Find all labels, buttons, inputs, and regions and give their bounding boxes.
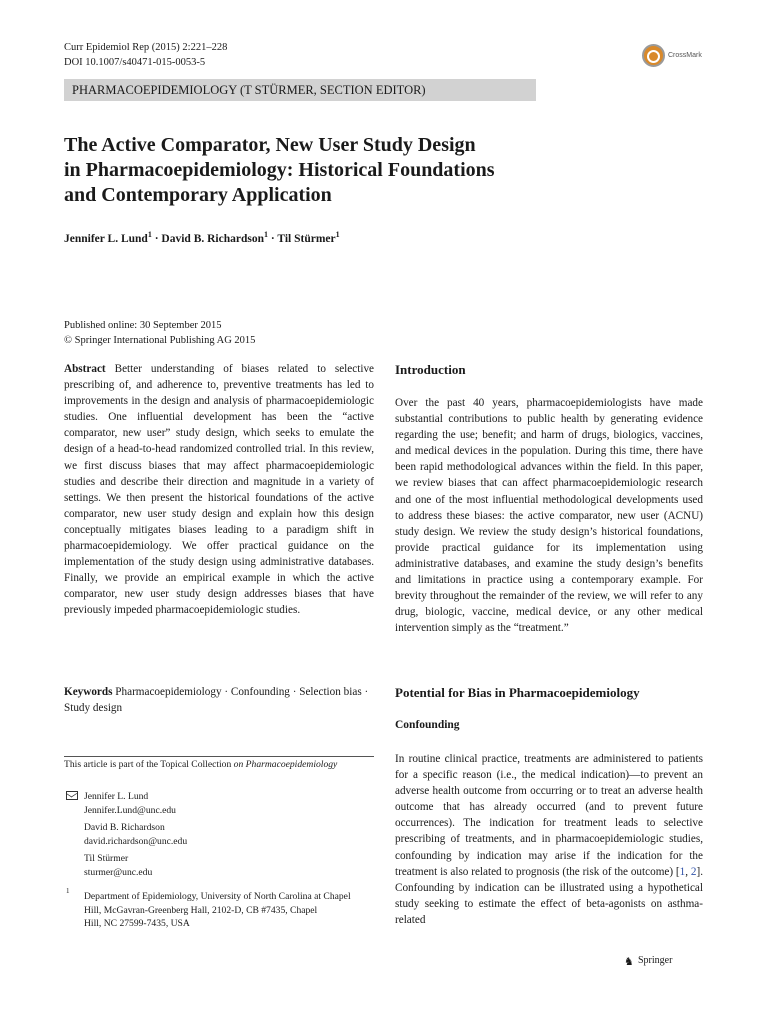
- keywords: [64, 684, 374, 716]
- journal-citation: Curr Epidemiol Rep (2015) 2:221–228: [64, 42, 228, 53]
- doi[interactable]: DOI 10.1007/s40471-015-0053-5: [64, 57, 206, 68]
- title-line-2: in Pharmacoepidemiology: Historical Foundations: [64, 159, 495, 181]
- title-line-1: The Active Comparator, New User Study Design: [64, 134, 476, 156]
- reference-link[interactable]: 1: [679, 865, 686, 878]
- topical-collection-link[interactable]: on Pharmacoepidemiology: [233, 759, 338, 770]
- confounding-text: [395, 751, 703, 928]
- footnote-divider: [64, 756, 374, 757]
- contact-email[interactable]: Jennifer.Lund@unc.edu: [84, 804, 176, 816]
- confounding-text-body: In routine clinical practice, treatments are administered to patients for a specific reason (i.e., the medical indication)—to prevent an adverse health outcome from occurring or to treat an adverse health outcome that has already occurred (and to prevent future occurrences). The indication for treatment leads to selective prescribing of treatments, and in pharmacoepidemiologic studies, confounding by indication may arise if the indication for the treatment is also related to prognosis (the risk of the outcome) [: [395, 753, 703, 878]
- correspondence-block: [84, 790, 187, 879]
- topical-collection-note: [64, 759, 337, 770]
- author-name[interactable]: David B. Richardson: [161, 232, 264, 245]
- published-date: Published online: 30 September 2015: [64, 320, 222, 331]
- publication-info: [64, 318, 255, 348]
- affiliation-marker: 1: [263, 230, 268, 239]
- contact-name: Jennifer L. Lund: [84, 791, 149, 802]
- affiliation-number: 1: [66, 887, 70, 895]
- abstract-text: Better understanding of biases related to selective prescribing of, and adherence to, preventive treatments has led to improvements in the design and analysis of pharmacoepidemiologic studies. One influential development has been the “active comparator, new user” study design, which seeks to emulate the design of a head-to-head randomized controlled trial. In this review, we first discuss biases that may affect pharmacoepidemiologic studies and describe their direction and magnitude in a variety of settings. We then present the historical foundations of the active comparator, new user study design and explain how this design conceptually mitigates biases leading to a paradigm shift in pharmacoepidemiology. We offer practical guidance on the implementation of the study design using administrative databases. Finally, we provide an empirical example in which the active comparator, new user study design addresses biases that have previously impeded pharmacoepidemiologic studies.: [64, 363, 375, 617]
- abstract-label: Abstract: [64, 363, 106, 375]
- author-list: [64, 230, 340, 245]
- keywords-text: Pharmacoepidemiology · Confounding · Selection bias · Study design: [64, 686, 369, 715]
- confounding-subheading: Confounding: [395, 719, 460, 731]
- bias-heading: Potential for Bias in Pharmacoepidemiology: [395, 685, 640, 700]
- affiliation: [84, 890, 384, 931]
- topical-prefix: This article is part of the Topical Collection: [64, 759, 234, 770]
- contact-email[interactable]: sturmer@unc.edu: [84, 866, 153, 878]
- envelope-icon: [66, 791, 78, 800]
- contact-entry: [84, 790, 187, 817]
- introduction-text: Over the past 40 years, pharmacoepidemiologists have made substantial contributions to public health by generating evidence regarding the use; benefit; and harm of drugs, biologics, vaccines, and medical devices in the population. During this time, there have been rapid methodological advances within the field. In this paper, we review biases that can affect pharmacoepidemiologic research and one of the most influential methodological developments used to address these biases: the active comparator, new user (ACNU) study design. We review the study design’s historical foundations, provide practical guidance for its implementation using administrative databases, and examine the study design’s benefits and limitations in practice using a contemporary example. For brevity throughout the remainder of the review, we will refer to any drug, biologic, vaccine, medical device, or any other medical intervention simply as the “treatment.”: [395, 397, 703, 635]
- contact-entry: [84, 852, 187, 879]
- contact-name: David B. Richardson: [84, 822, 165, 833]
- publisher-logo-text: Springer: [638, 955, 673, 966]
- section-banner: PHARMACOEPIDEMIOLOGY (T STÜRMER, SECTION EDITOR): [64, 79, 536, 101]
- abstract: [64, 361, 374, 619]
- introduction-heading: Introduction: [395, 362, 466, 377]
- affiliation-marker: 1: [335, 230, 340, 239]
- crossmark-label: CrossMark: [668, 52, 702, 59]
- author-separator: ·: [151, 232, 162, 245]
- author-name[interactable]: Til Stürmer: [277, 232, 336, 245]
- contact-email[interactable]: david.richardson@unc.edu: [84, 835, 188, 847]
- author-name[interactable]: Jennifer L. Lund: [64, 232, 148, 245]
- reference-link[interactable]: 2: [690, 865, 697, 878]
- contact-entry: [84, 821, 187, 848]
- keywords-label: Keywords: [64, 686, 113, 698]
- reference-separator: ,: [685, 865, 691, 878]
- copyright: © Springer International Publishing AG 2015: [64, 335, 256, 346]
- confounding-text-continued: ]. Confounding by indication can be illustrated using a hypothetical study seeking to estimate the effect of beta-agonists on asthma-related: [395, 865, 704, 926]
- affiliation-line: Hill, NC 27599-7435, USA: [84, 918, 190, 929]
- springer-logo-icon: ♞: [624, 956, 634, 968]
- contact-name: Til Stürmer: [84, 853, 129, 864]
- affiliation-marker: 1: [147, 230, 152, 239]
- article-title: [64, 133, 584, 208]
- affiliation-line: Hill, McGavran-Greenberg Hall, 2102-D, CB #7435, Chapel: [84, 904, 318, 916]
- author-separator: ·: [267, 232, 278, 245]
- affiliation-line: Department of Epidemiology, University of North Carolina at Chapel: [84, 891, 351, 902]
- crossmark-inner-icon: [647, 50, 660, 63]
- title-line-3: and Contemporary Application: [64, 184, 332, 206]
